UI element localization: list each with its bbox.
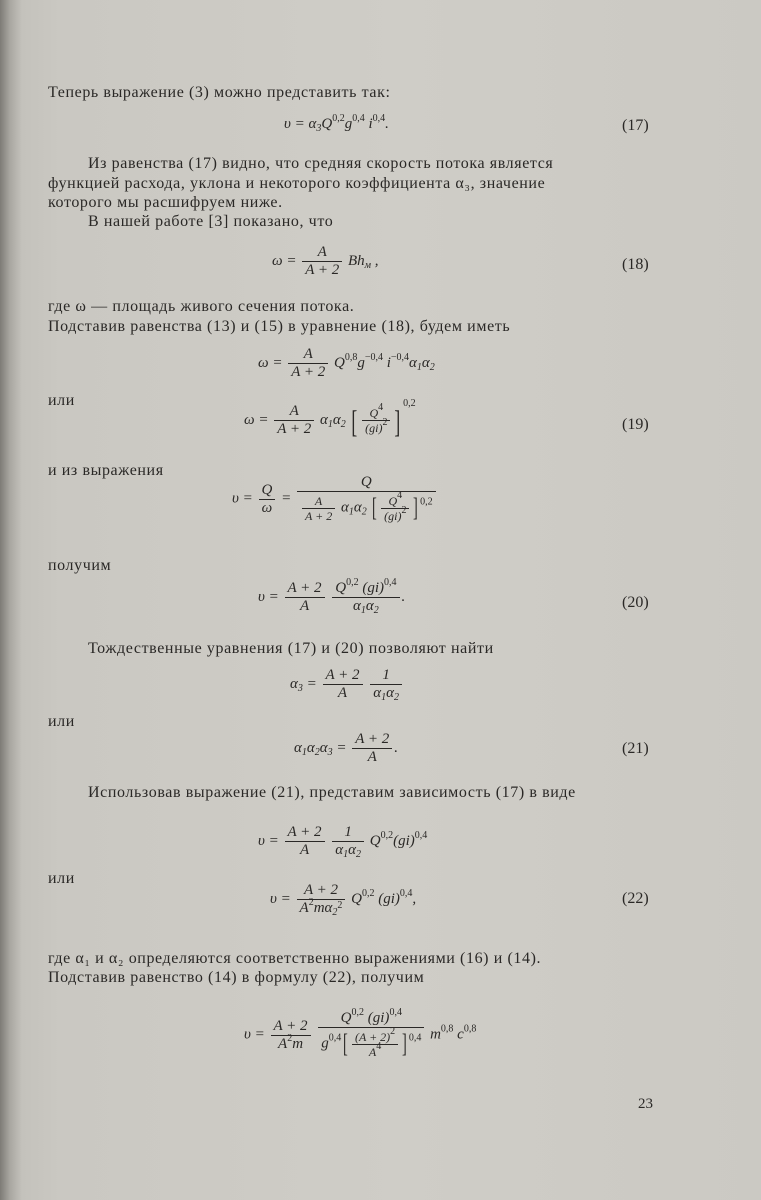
paragraph-line: функцией расхода, уклона и некоторого коэффициента α₃, значение (48, 175, 546, 192)
equation-final: υ = $\frac{A + 2}{A^2m}$ Q$^{0,2}$ (gi)$^{0,4}$ $g^{0,4}$[ $\frac{(A + 2)^2}{A^4}$ ] $^{0,4}$ $m^{0,8}$ $c^{0,8}$ (244, 1007, 477, 1059)
equation-20: υ = $\frac{A + 2}{A}$ $\frac{Q^{0,2} (gi)^{0,4}}{\alpha_1\alpha_2}$ . (258, 577, 406, 616)
equation-alpha3: $\alpha_3$ = $\frac{A + 2}{A}$ $\frac{1}{\alpha_1\alpha_2}$ (290, 667, 404, 702)
word-ili: или (48, 870, 75, 887)
paragraph-line: где α₁ и α₂ определяются соответственно выражениями (16) и (14). (48, 950, 542, 967)
page-number: 23 (638, 1096, 653, 1112)
equation-velocity-form: υ = $\frac{A + 2}{A}$ $\frac{1}{\alpha_1\alpha_2}$ Q$^{0,2}$(gi)$^{0,4}$ (258, 824, 428, 860)
paragraph-line: и из выражения (48, 462, 164, 479)
paragraph-line: Из равенства (17) видно, что средняя скорость потока является (88, 155, 554, 172)
equation-number-19: (19) (622, 416, 649, 433)
paragraph-line: Тождественные уравнения (17) и (20) позволяют найти (88, 640, 494, 657)
equation-18: ω = $\frac{A}{A + 2}$ $Bh_м$ , (272, 244, 379, 278)
equation-number-20: (20) (622, 594, 649, 611)
equation-19: ω = $\frac{A}{A + 2}$ $\alpha_1\alpha_2$ [ $\frac{Q^4}{(gi)^2}$ ] $^{0,2}$ (244, 397, 416, 439)
paragraph-line: Подставив равенство (14) в формулу (22), получим (48, 969, 425, 986)
paragraph-line: где ω — площадь живого сечения потока. (48, 298, 355, 315)
equation-number-21: (21) (622, 740, 649, 757)
word-ili: или (48, 392, 75, 409)
word-ili: или (48, 713, 75, 730)
equation-22: υ = $\frac{A + 2}{A^2m\alpha_2^2}$ Q$^{0,2}$ (gi)$^{0,4}$, (270, 882, 417, 918)
equation-21: $\alpha_1\alpha_2\alpha_3$ = $\frac{A + 2}{A}$ . (294, 731, 399, 765)
paragraph-line: получим (48, 557, 112, 574)
paragraph-line: которого мы расшифруем ниже. (48, 194, 283, 211)
paragraph-line: Использовав выражение (21), представим зависимость (17) в виде (88, 784, 576, 801)
equation-number-22: (22) (622, 890, 649, 907)
paragraph-line: Подставив равенства (13) и (15) в уравнение (18), будем иметь (48, 318, 511, 335)
equation-omega-substituted: ω = $\frac{A}{A + 2}$ $Q^{0,8}g^{-0,4}$ $i^{-0,4}\alpha_1\alpha_2$ (258, 346, 435, 380)
equation-number-17: (17) (622, 117, 649, 134)
paragraph-line: В нашей работе [3] показано, что (88, 213, 334, 230)
paragraph-intro: Теперь выражение (3) можно представить так: (48, 84, 391, 101)
equation-velocity-ratio: υ = $\frac{Q}{\omega}$ = Q $\frac{A}{A + 2}$ $\alpha_1\alpha_2$ [ $\frac{Q^4}{(gi)^2}$ ] $^{0,2}$ (232, 474, 438, 524)
equation-17: $\upsilon = \alpha_3Q^{0,2}g^{0,4}$ $i^{0,4}$. (284, 113, 389, 134)
equation-number-18: (18) (622, 256, 649, 273)
